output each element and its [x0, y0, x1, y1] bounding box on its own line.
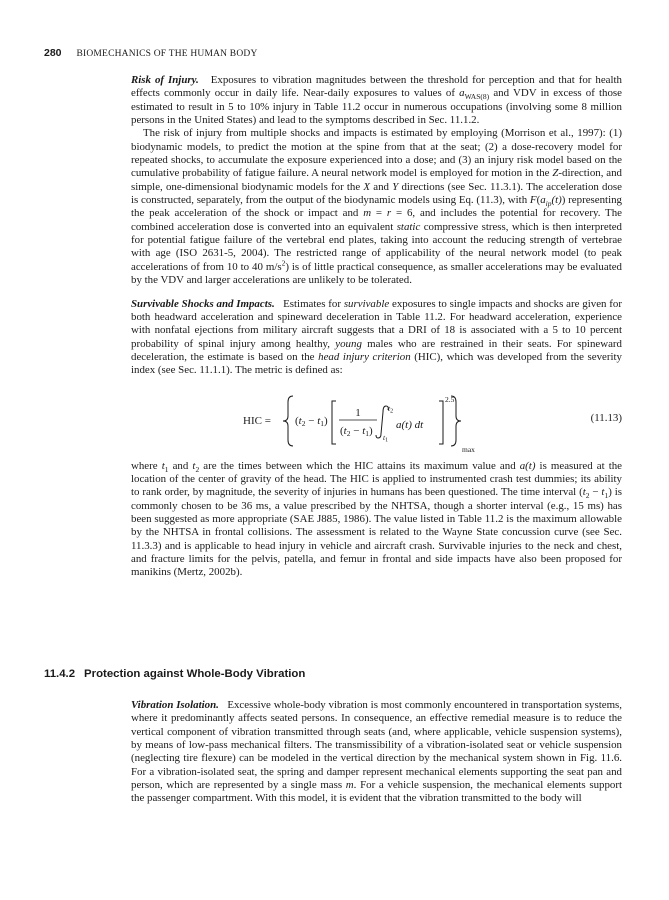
upper-limit: $t_2$	[388, 403, 394, 415]
section-number: 11.4.2	[44, 668, 76, 680]
survivable-paragraph: Survivable Shocks and Impacts. Estimates for survivable exposures to single impacts and shocks are given for both headward acceleration and spineward deceleration in Table 11.2. For headward acceleration, experience with nonfatal ejections from military aircraft suggests that a DRI of 18 is associated with a 5 to 10 percent probability of spinal injury among healthy, young males who are restrained in their seats. For spineward deceleration, the estimate is based on the head injury criterion (HIC), which was developed from the severity index (see Sec. 11.1.1). The metric is defined as:	[131, 297, 623, 377]
hic-lhs: HIC =	[243, 414, 271, 427]
where-paragraph: where $t_1$ and $t_2$ are the times between which the HIC attains its maximum value and a(t) is measured at the location of the center of gravity of the head. The HIC is applied to instrumented crash test dummies; its ability to rank order, by magnitude, the severity of injuries in humans has been questioned. The time interval $(t_2 - t_1)$ is commonly chosen to be 36 ms, a value prescribed by the NHTSA, though a shorter interval (e.g., 15 ms) has been suggested as more appropriate (SAE J885, 1986). The value listed in Table 11.2 is the maximum allowable by the NHTSA in frontal collisions. The assessment is related to the Wayne State concussion curve (see Sec. 11.3.3) and is applicable to head injury in vehicle and aircraft crash. Survivable injuries to the neck and chest, and fracture limits for the pelvis, patella, and femur in frontal and side impacts have also been proposed for manikins (Mertz, 2002b).	[131, 459, 622, 579]
integrand: a(t) dt	[396, 418, 424, 431]
right-bracket	[439, 401, 443, 444]
lower-limit: $t_1$	[383, 432, 389, 444]
fraction-denominator: (t2 − t1)	[340, 424, 373, 438]
section-heading	[44, 668, 305, 680]
main-text	[131, 74, 622, 580]
runin-vibration-isolation: Vibration Isolation.	[131, 699, 219, 711]
equation-number: (11.13)	[590, 411, 622, 424]
interval-factor: (t2 − t1)	[295, 414, 328, 428]
fraction-numerator: 1	[355, 406, 361, 419]
max-subscript: max	[462, 444, 475, 454]
isolation-paragraph: Vibration Isolation. Excessive whole-body vibration is most commonly encountered in transportation systems, where it predominantly affects seated persons. In consequence, an effective remedial measure is to reduce the vertical component of vibration transmitted through seats (and, where applicable, vehicle suspension systems), by means of low-pass mechanical filters. The transmissibility of a vibration-isolated seat or vehicle suspension (neglecting tire flexure) can be modeled in the vertical direction by the mechanical system shown in Fig. 11.6. For a vibration-isolated seat, the spring and damper represent mechanical elements supporting the seat pan and person, which are represented by a single mass m. For a vehicle suspension, the mechanical elements support the passenger compartment. With this model, it is evident that the vibration transmitted to the body will	[131, 699, 623, 805]
risk-paragraph-2: The risk of injury from multiple shocks and impacts is estimated by employing (Morrison et al., 1997): (1) biodynamic models, to predict the motion at the spine from that at the seat; (2) a dose-recovery model for repeated shocks, to accumulate the exposure experienced into a dose; and (3) an injury risk model based on the cumulative probability of fatigue failure. A neural network model is employed for motion in the Z-direction, and simple, one-dimensional biodynamic models for the X and Y directions (see Sec. 11.3.1). The acceleration dose is constructed, separately, from the output of the biodynamic models using Eq. (11.3), with $F(a_{ip}(t))$ representing the peak acceleration of the shock or impact and m = r = 6, and includes the potential for recovery. The combined acceleration dose is converted into an equivalent static compressive stress, which is then interpreted for potential fatigue failure of the vertebral end plates, taking into account the reducing strength of vertebrae with age (ISO 2631-5, 2004). The restricted range of applicability of the neural network model (to peak accelerations of from 10 to 40 $m/s^2$) is of little practical consequence, as smaller accelerations may be evaluated by the VDV and larger accelerations are unlikely to be tolerated.	[131, 127, 623, 287]
section-text	[131, 699, 622, 806]
page-number: 280	[44, 47, 62, 59]
left-brace	[283, 396, 293, 446]
hic-formula	[243, 388, 503, 454]
running-header	[44, 47, 258, 59]
runin-risk-of-injury: Risk of Injury.	[131, 74, 199, 86]
section-title: Protection against Whole-Body Vibration	[84, 668, 306, 680]
running-title: BIOMECHANICS OF THE HUMAN BODY	[76, 49, 258, 59]
risk-paragraph-1: Risk of Injury. Exposures to vibration magnitudes between the threshold for perception and that for health effects commonly occur in daily life. Near-daily exposures to values of $a_{WAS(8)}$ and VDV in excess of those estimated to result in 5 to 10% injury in Table 11.2 occur in numerous occupations (involving some 8 million persons in the United States) and lead to the symptoms described in Sec. 11.1.2.	[131, 74, 623, 127]
left-bracket	[332, 401, 336, 444]
exponent: 2.5	[445, 394, 455, 404]
hic-equation	[131, 388, 622, 454]
runin-survivable-shocks: Survivable Shocks and Impacts.	[131, 297, 275, 310]
